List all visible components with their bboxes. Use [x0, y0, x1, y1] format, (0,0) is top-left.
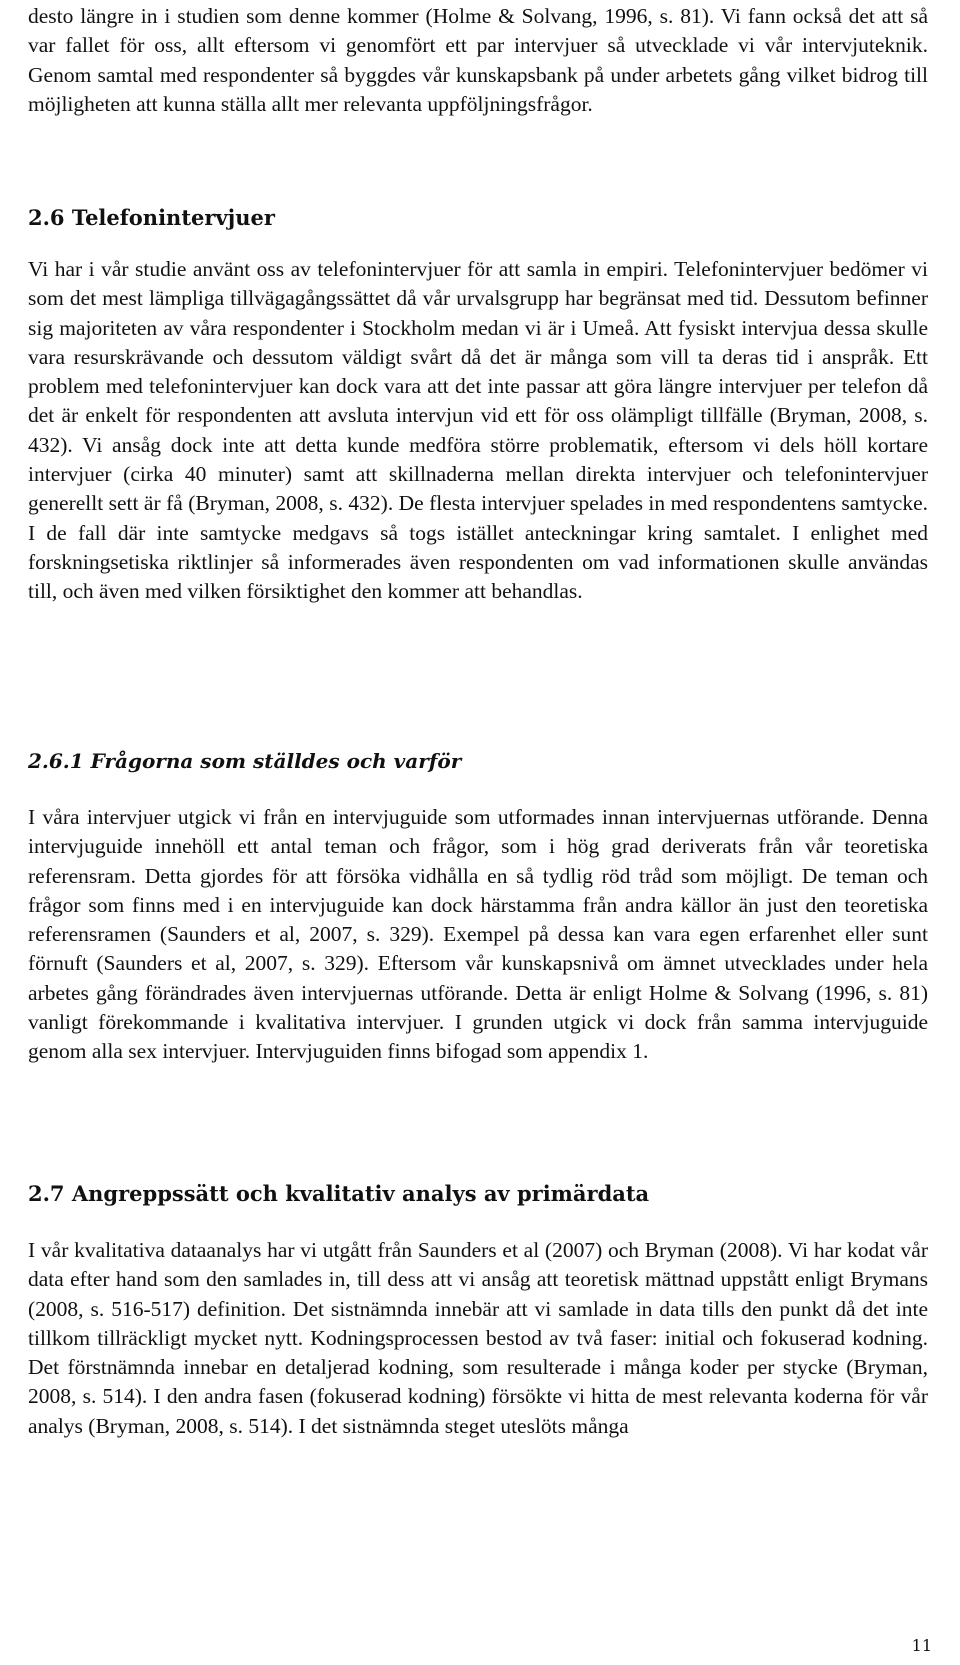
section-2-7-paragraph: I vår kvalitativa dataanalys har vi utgått från Saunders et al (2007) och Bryman (2008). Vi har kodat vår data efter hand som den samlades in, till dess att vi ansåg att teoretisk mättnad uppstått enligt Brymans (2008, s. 516-517) definition. Det sistnämnda innebär att vi samlade in data tills den punkt då det inte tillkom tillräckligt mycket nytt. Kodningsprocessen bestod av två faser: initial och fokuserad kodning. Det förstnämnda innebar en detaljerad kodning, som resulterade i många koder per stycke (Bryman, 2008, s. 514). I den andra fasen (fokuserad kodning) försökte vi hitta de mest relevanta koderna för vår analys (Bryman, 2008, s. 514). I det sistnämnda steget uteslöts många — [28, 1238, 928, 1438]
page-number: 11 — [911, 1636, 932, 1655]
section-2-6-paragraph: Vi har i vår studie använt oss av telefonintervjuer för att samla in empiri. Telefonintervjuer bedömer vi som det mest lämpliga tillvägagångssättet då vår urvalsgrupp har begränsat med tid. Dessutom befinner sig majoriteten av våra respondenter i Stockholm medan vi är i Umeå. Att fysiskt intervjua dessa skulle vara resurskrävande och dessutom väldigt svårt då det är många som vill ta deras tid i anspråk. Ett problem med telefonintervjuer kan dock vara att det inte passar att göra längre intervjuer per telefon då det är enkelt för respondenten att avsluta intervjun vid ett för oss olämpligt tillfälle (Bryman, 2008, s. 432). Vi ansåg dock inte att detta kunde medföra större problematik, eftersom vi dels höll kortare intervjuer (cirka 40 minuter) samt att skillnaderna mellan direkta intervjuer och telefonintervjuer generellt sett är få (Bryman, 2008, s. 432). De flesta intervjuer spelades in med respondentens samtycke. I de fall där inte samtycke medgavs så togs istället anteckningar kring samtalet. I enlighet med forskningsetiska riktlinjer så informerades även respondenten om vad informationen skulle användas till, och även med vilken försiktighet den kommer att behandlas. — [28, 257, 928, 604]
section-2-6-1-paragraph: I våra intervjuer utgick vi från en intervjuguide som utformades innan intervjuernas utförande. Denna intervjuguide innehöll ett antal teman och frågor, som i hög grad deriverats från vår teoretiska referensram. Detta gjordes för att försöka vidhålla en så tydlig röd tråd som möjligt. De teman och frågor som finns med i en intervjuguide kan dock härstamma från andra källor än just den teoretiska referensramen (Saunders et al, 2007, s. 329). Exempel på dessa kan vara egen erfarenhet eller sunt förnuft (Saunders et al, 2007, s. 329). Eftersom vår kunskapsnivå om ämnet utvecklades under hela arbetes gång förändrades även intervjuernas utförande. Detta är enligt Holme & Solvang (1996, s. 81) vanligt förekommande i kvalitativa intervjuer. I grunden utgick vi dock från samma intervjuguide genom alla sex intervjuer. Intervjuguiden finns bifogad som appendix 1. — [28, 805, 928, 1064]
section-heading-2-7: 2.7 Angreppssätt och kvalitativ analys av primärdata — [28, 1181, 650, 1206]
intro-paragraph: desto längre in i studien som denne kommer (Holme & Solvang, 1996, s. 81). Vi fann också det att så var fallet för oss, allt eftersom vi genomfört ett par intervjuer så utvecklade vi vår intervjuteknik. Genom samtal med respondenter så byggdes vår kunskapsbank på under arbetets gång vilket bidrog till möjligheten att kunna ställa allt mer relevanta uppföljningsfrågor. — [28, 4, 928, 116]
section-heading-2-6: 2.6 Telefonintervjuer — [28, 205, 275, 230]
section-heading-2-6-1: 2.6.1 Frågorna som ställdes och varför — [28, 749, 462, 773]
